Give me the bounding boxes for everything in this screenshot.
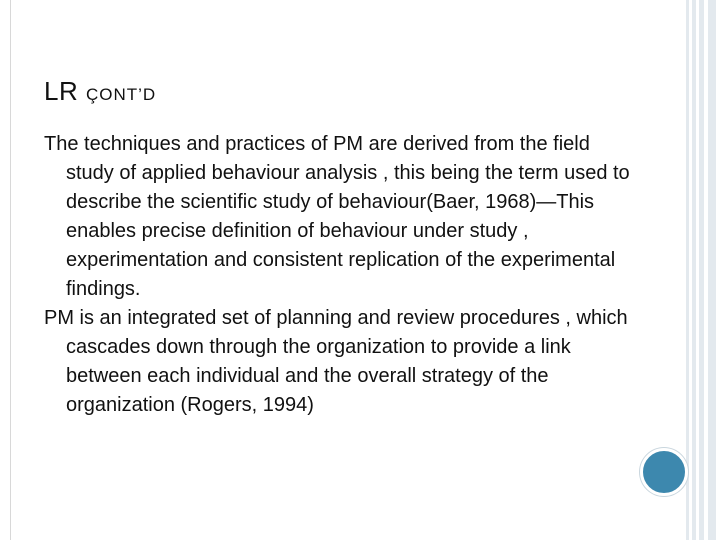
slide-body <box>44 130 634 420</box>
decorative-circle <box>640 448 688 496</box>
stripe <box>692 0 696 540</box>
stripe <box>708 0 716 540</box>
title-rest: ÇONT’D <box>85 85 157 104</box>
title-main: LR <box>44 76 79 106</box>
slide-title <box>44 76 156 107</box>
stripe <box>699 0 704 540</box>
stripe <box>686 0 689 540</box>
paragraph-1: The techniques and practices of PM are derived from the field study of applied behaviour analysis , this being the term used to describe the scientific study of behaviour(Baer, 1968)—This enables precise definition of behaviour under study , experimentation and consistent replication of the experimental findings. <box>44 133 630 300</box>
paragraph-2: PM is an integrated set of planning and review procedures , which cascades down through the organization to provide a link between each individual and the overall strategy of the organization (Rogers, 1994) <box>44 307 628 416</box>
decorative-stripes <box>684 0 720 540</box>
